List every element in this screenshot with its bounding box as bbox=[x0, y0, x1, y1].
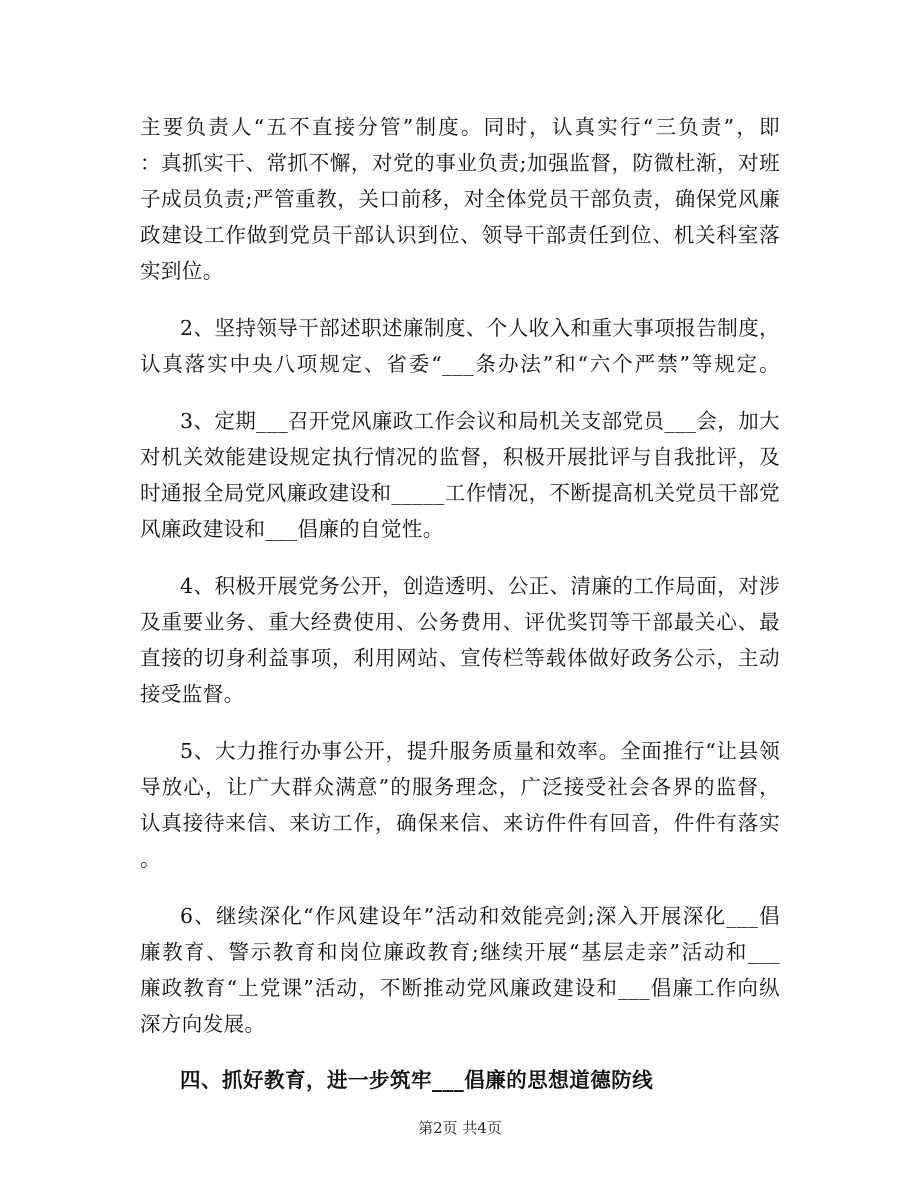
paragraph-line: 3、定期___召开党风廉政工作会议和局机关支部党员___会，加大 bbox=[180, 409, 780, 433]
paragraph-line: 5、大力推行办事公开，提升服务质量和效率。全面推行“让县领 bbox=[180, 739, 780, 763]
paragraph-line: 6、继续深化“作风建设年”活动和效能亮剑;深入开展深化___倡 bbox=[180, 904, 780, 928]
paragraph-line: 认真落实中央八项规定、省委“___条办法”和“六个严禁”等规定。 bbox=[140, 352, 780, 376]
paragraph-line: 廉政教育“上党课”活动，不断推动党风廉政建设和___倡廉工作向纵 bbox=[140, 976, 780, 1000]
paragraph-line: 对机关效能建设规定执行情况的监督，积极开展批评与自我批评，及 bbox=[140, 445, 780, 469]
paragraph-line: ：真抓实干、常抓不懈，对党的事业负责;加强监督，防微杜渐，对班 bbox=[140, 151, 780, 175]
paragraph-line: 。 bbox=[140, 847, 161, 871]
paragraph-line: 导放心，让广大群众满意”的服务理念，广泛接受社会各界的监督， bbox=[140, 775, 780, 799]
paragraph-line: 实到位。 bbox=[140, 259, 224, 283]
paragraph-line: 认真接待来信、来访工作，确保来信、来访件件有回音，件件有落实 bbox=[140, 811, 780, 835]
paragraph-line: 风廉政建设和___倡廉的自觉性。 bbox=[140, 517, 444, 541]
page-number: 第2页 共4页 bbox=[418, 1119, 502, 1137]
paragraph-line: 时通报全局党风廉政建设和_____工作情况，不断提高机关党员干部党 bbox=[140, 481, 780, 505]
section-heading: 四、抓好教育，进一步筑牢___倡廉的思想道德防线 bbox=[180, 1068, 654, 1092]
paragraph-line: 及重要业务、重大经费使用、公务费用、评优奖罚等干部最关心、最 bbox=[140, 610, 780, 634]
paragraph-line: 廉教育、警示教育和岗位廉政教育;继续开展“基层走亲”活动和___ bbox=[140, 940, 780, 964]
paragraph-line: 接受监督。 bbox=[140, 682, 245, 706]
paragraph-line: 直接的切身利益事项，利用网站、宣传栏等载体做好政务公示，主动 bbox=[140, 646, 780, 670]
paragraph-line: 2、坚持领导干部述职述廉制度、个人收入和重大事项报告制度， bbox=[180, 316, 780, 340]
paragraph-line: 子成员负责;严管重教，关口前移，对全体党员干部负责，确保党风廉 bbox=[140, 187, 780, 211]
paragraph-line: 主要负责人“五不直接分管”制度。同时，认真实行“三负责”，即 bbox=[140, 115, 780, 139]
paragraph-line: 4、积极开展党务公开，创造透明、公正、清廉的工作局面，对涉 bbox=[180, 574, 780, 598]
paragraph-line: 政建设工作做到党员干部认识到位、领导干部责任到位、机关科室落 bbox=[140, 223, 780, 247]
paragraph-line: 深方向发展。 bbox=[140, 1012, 266, 1036]
